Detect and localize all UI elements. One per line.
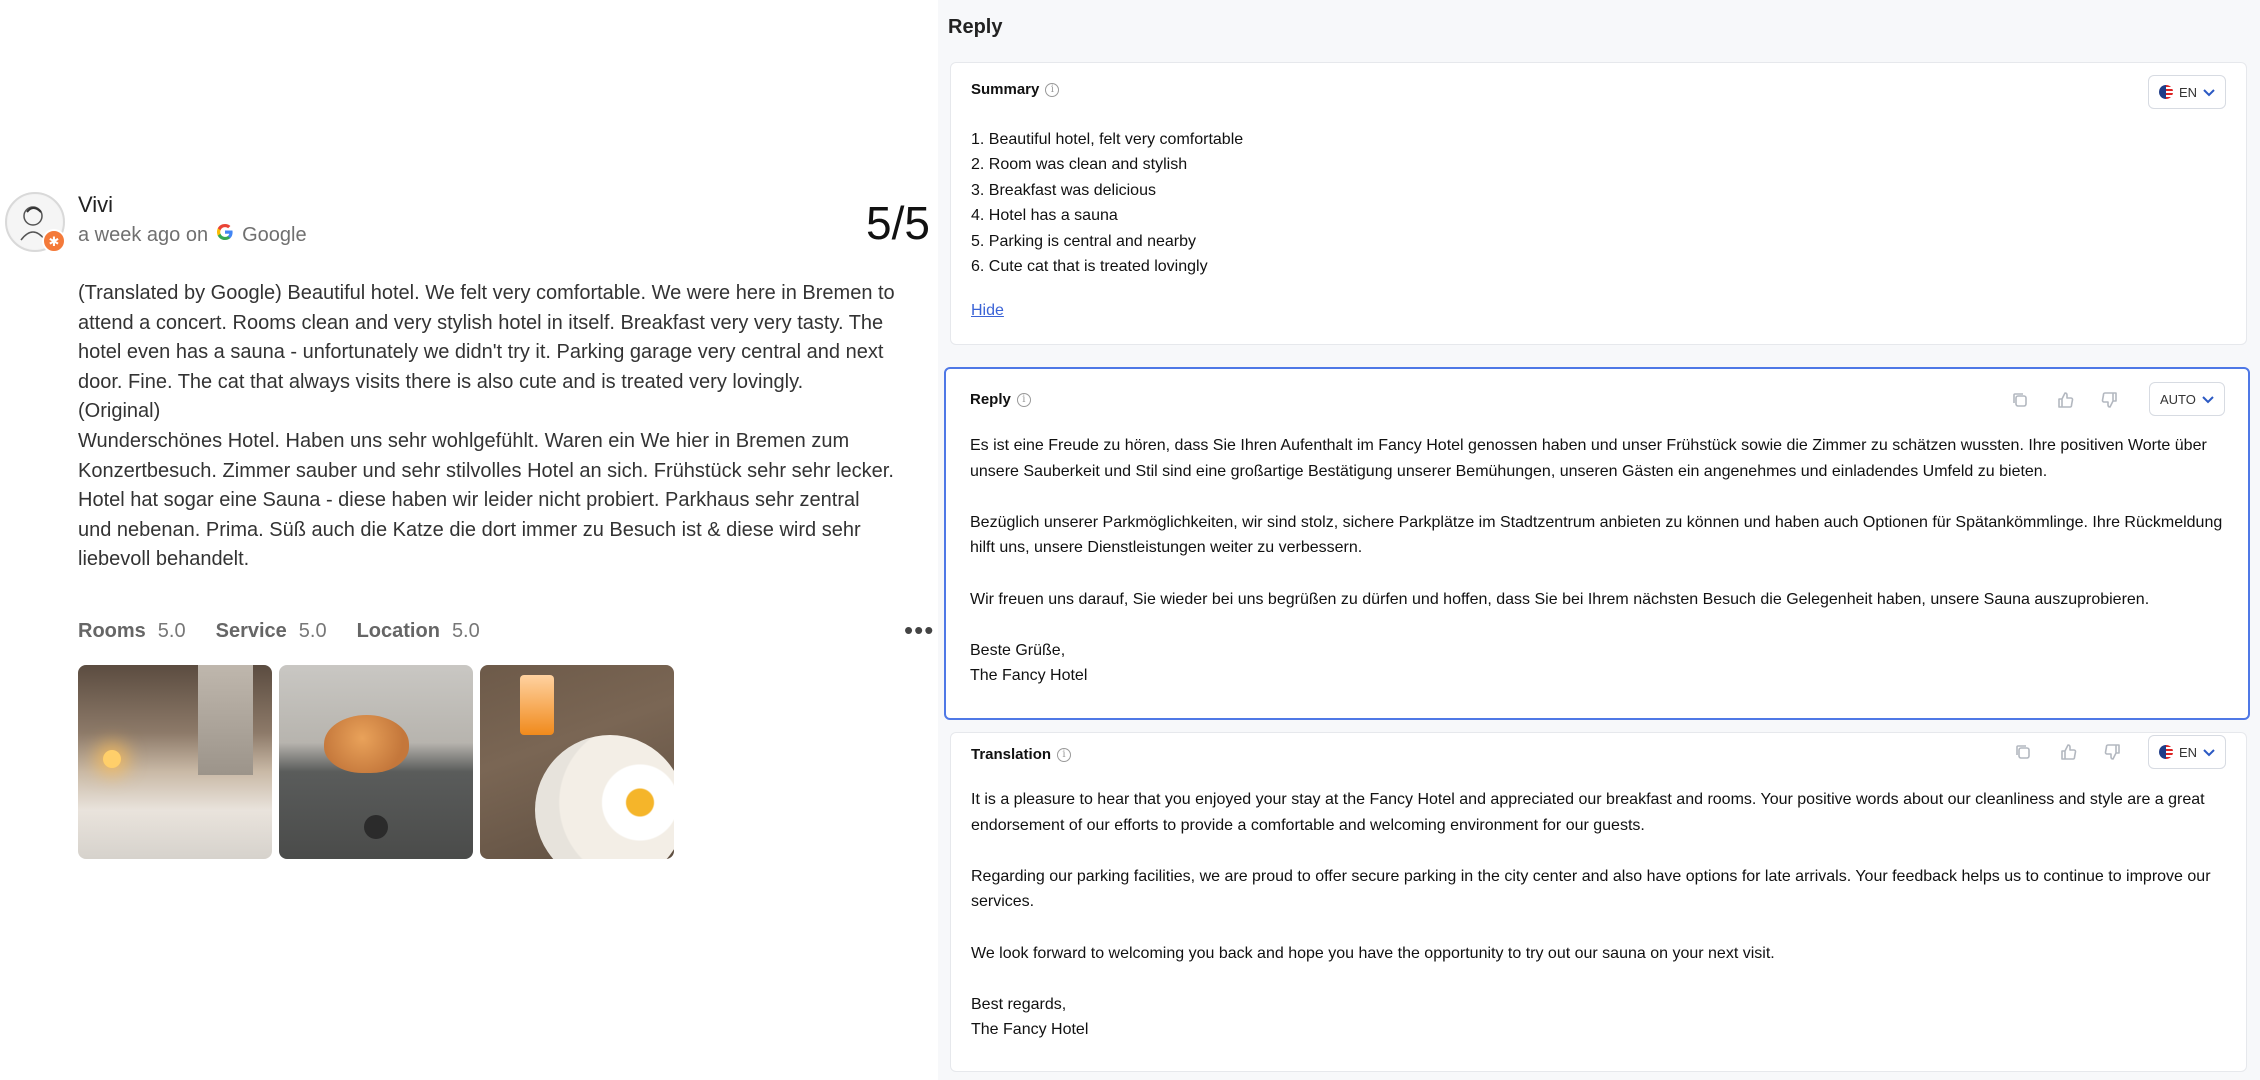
review-original-label: (Original): [78, 400, 161, 423]
review-rating: 5/5: [866, 197, 930, 249]
reply-mode-value: AUTO: [2160, 391, 2196, 407]
subrating-value: 5.0: [157, 620, 186, 642]
copy-button[interactable]: [2006, 735, 2040, 769]
summary-list: [971, 127, 1243, 279]
reply-closing: Beste Grüße,: [970, 641, 1066, 659]
google-icon: [215, 222, 235, 248]
subrating-rooms: [78, 620, 186, 643]
review-platform[interactable]: Google: [242, 223, 307, 246]
subrating-label: Service: [215, 620, 287, 642]
subrating-label: Location: [356, 620, 440, 642]
hide-summary-link[interactable]: Hide: [971, 302, 1004, 319]
summary-item: 3. Breakfast was delicious: [971, 181, 1156, 199]
translation-heading: [971, 746, 1071, 763]
us-flag-icon: [2159, 85, 2173, 99]
thumbs-down-button[interactable]: [2096, 735, 2130, 769]
info-icon[interactable]: i: [1057, 748, 1071, 762]
copy-icon: [2014, 743, 2032, 761]
avatar[interactable]: [5, 192, 65, 252]
summary-language-select[interactable]: [2148, 75, 2226, 109]
breakfast-photo[interactable]: [480, 665, 674, 859]
thumbs-up-button[interactable]: [2048, 383, 2082, 417]
subrating-service: [216, 620, 327, 643]
info-icon[interactable]: i: [1045, 83, 1059, 97]
review-meta: [78, 222, 307, 248]
thumbs-up-button[interactable]: [2051, 735, 2085, 769]
thumbs-down-button[interactable]: [2093, 383, 2127, 417]
copy-button[interactable]: [2003, 383, 2037, 417]
reply-paragraph: Es ist eine Freude zu hören, dass Sie Ihren Aufenthalt im Fancy Hotel genossen haben und unser Frühstück sowie die Zimmer zu schätzen wussten. Ihre positiven Worte über unsere Sauberkeit und Stil sind eine großartige Bestätigung unserer Bemühungen, unseren Gästen ein angenehmes und einladendes Umfeld zu bieten.: [970, 437, 2207, 480]
reply-paragraph: Bezüglich unserer Parkmöglichkeiten, wir sind stolz, sichere Parkplätze im Stadtzentrum anbieten zu können und haben auch Optionen für Spätankömmlinge. Ihre Rückmeldung hilft uns, unsere Dienstleistungen weiter zu verbessern.: [970, 513, 2223, 557]
chevron-down-icon: [2203, 84, 2215, 100]
subrating-value: 5.0: [451, 620, 480, 642]
reply-title: Reply: [970, 391, 1011, 408]
subratings: [78, 620, 480, 643]
panel-title: Reply: [948, 16, 1003, 38]
translation-paragraph: Regarding our parking facilities, we are proud to offer secure parking in the city center and also have options for late arrivals. Your feedback helps us to continue to improve our services.: [971, 867, 2211, 911]
translation-paragraph: We look forward to welcoming you back and hope you have the opportunity to try out our sauna on your next visit.: [971, 944, 1775, 962]
reviewer-name[interactable]: Vivi: [78, 192, 114, 217]
hotel-room-photo[interactable]: [78, 665, 272, 859]
reply-paragraph: Wir freuen uns darauf, Sie wieder bei uns begrüßen zu dürfen und hoffen, dass Sie bei Ihrem nächsten Besuch die Gelegenheit haben, unsere Sauna auszuprobieren.: [970, 590, 2150, 608]
reply-card[interactable]: [944, 367, 2250, 720]
reply-signature: The Fancy Hotel: [970, 667, 1088, 685]
review-time: a week ago on: [78, 223, 209, 246]
summary-item: 4. Hotel has a sauna: [971, 207, 1118, 225]
more-options-button[interactable]: •••: [904, 615, 935, 645]
cat-photo[interactable]: [279, 665, 473, 859]
thumbs-down-icon: [2104, 743, 2122, 761]
translation-card: [950, 732, 2247, 1072]
review-card: [0, 0, 940, 1080]
subrating-value: 5.0: [298, 620, 327, 642]
summary-item: 5. Parking is central and nearby: [971, 232, 1197, 250]
summary-item: 1. Beautiful hotel, felt very comfortable: [971, 131, 1244, 148]
summary-title: Summary: [971, 81, 1040, 98]
thumbs-up-icon: [2059, 743, 2077, 761]
reply-mode-select[interactable]: [2149, 382, 2225, 416]
subrating-location: [357, 620, 480, 643]
thumbs-down-icon: [2101, 391, 2119, 409]
translation-paragraph: It is a pleasure to hear that you enjoyed your stay at the Fancy Hotel and appreciated our breakfast and rooms. Your positive words about our cleanliness and style are a great endorsement of our efforts to provide a comfortable and welcoming environment for our guests.: [971, 791, 2205, 834]
reply-heading: [970, 391, 1031, 408]
review-text: [78, 279, 898, 575]
translation-language-value: EN: [2179, 744, 2198, 760]
review-translated-text: (Translated by Google) Beautiful hotel. We felt very comfortable. We were here in Bremen to attend a concert. Rooms clean and very stylish hotel in itself. Breakfast very very tasty. The hotel even has a sauna - unfortunately we didn't try it. Parking garage very central and next door. Fine. The cat that always visits there is also cute and is treated very lovingly.: [78, 282, 895, 393]
summary-item: 6. Cute cat that is treated lovingly: [971, 258, 1208, 276]
review-photos: [78, 665, 674, 859]
translation-text: [971, 787, 2233, 1043]
thumbs-up-icon: [2056, 391, 2074, 409]
copy-icon: [2011, 391, 2029, 409]
chevron-down-icon: [2203, 744, 2215, 760]
translation-signature: The Fancy Hotel: [971, 1021, 1089, 1039]
reply-panel: [938, 0, 2260, 1080]
translation-closing: Best regards,: [971, 995, 1067, 1013]
translation-language-select[interactable]: [2148, 735, 2226, 769]
subrating-label: Rooms: [78, 620, 146, 642]
summary-heading: [971, 81, 1059, 98]
summary-item: 2. Room was clean and stylish: [971, 156, 1188, 174]
summary-card: [950, 62, 2247, 345]
info-icon[interactable]: i: [1017, 393, 1031, 407]
us-flag-icon: [2159, 745, 2173, 759]
summary-language-value: EN: [2179, 84, 2198, 100]
review-original-text: Wunderschönes Hotel. Haben uns sehr wohlgefühlt. Waren ein We hier in Bremen zum Konzertbesuch. Zimmer sauber und sehr stilvolles Hotel an sich. Frühstück sehr sehr lecker. Hotel hat sogar eine Sauna - diese haben wir leider nicht probiert. Parkhaus sehr zentral und nebenan. Prima. Süß auch die Katze die dort immer zu Besuch ist & diese wird sehr liebevoll behandelt.: [78, 429, 894, 571]
chevron-down-icon: [2202, 391, 2214, 407]
translation-title: Translation: [971, 746, 1052, 763]
local-guide-badge-icon: ✱: [42, 229, 66, 253]
reply-text[interactable]: [970, 433, 2240, 689]
